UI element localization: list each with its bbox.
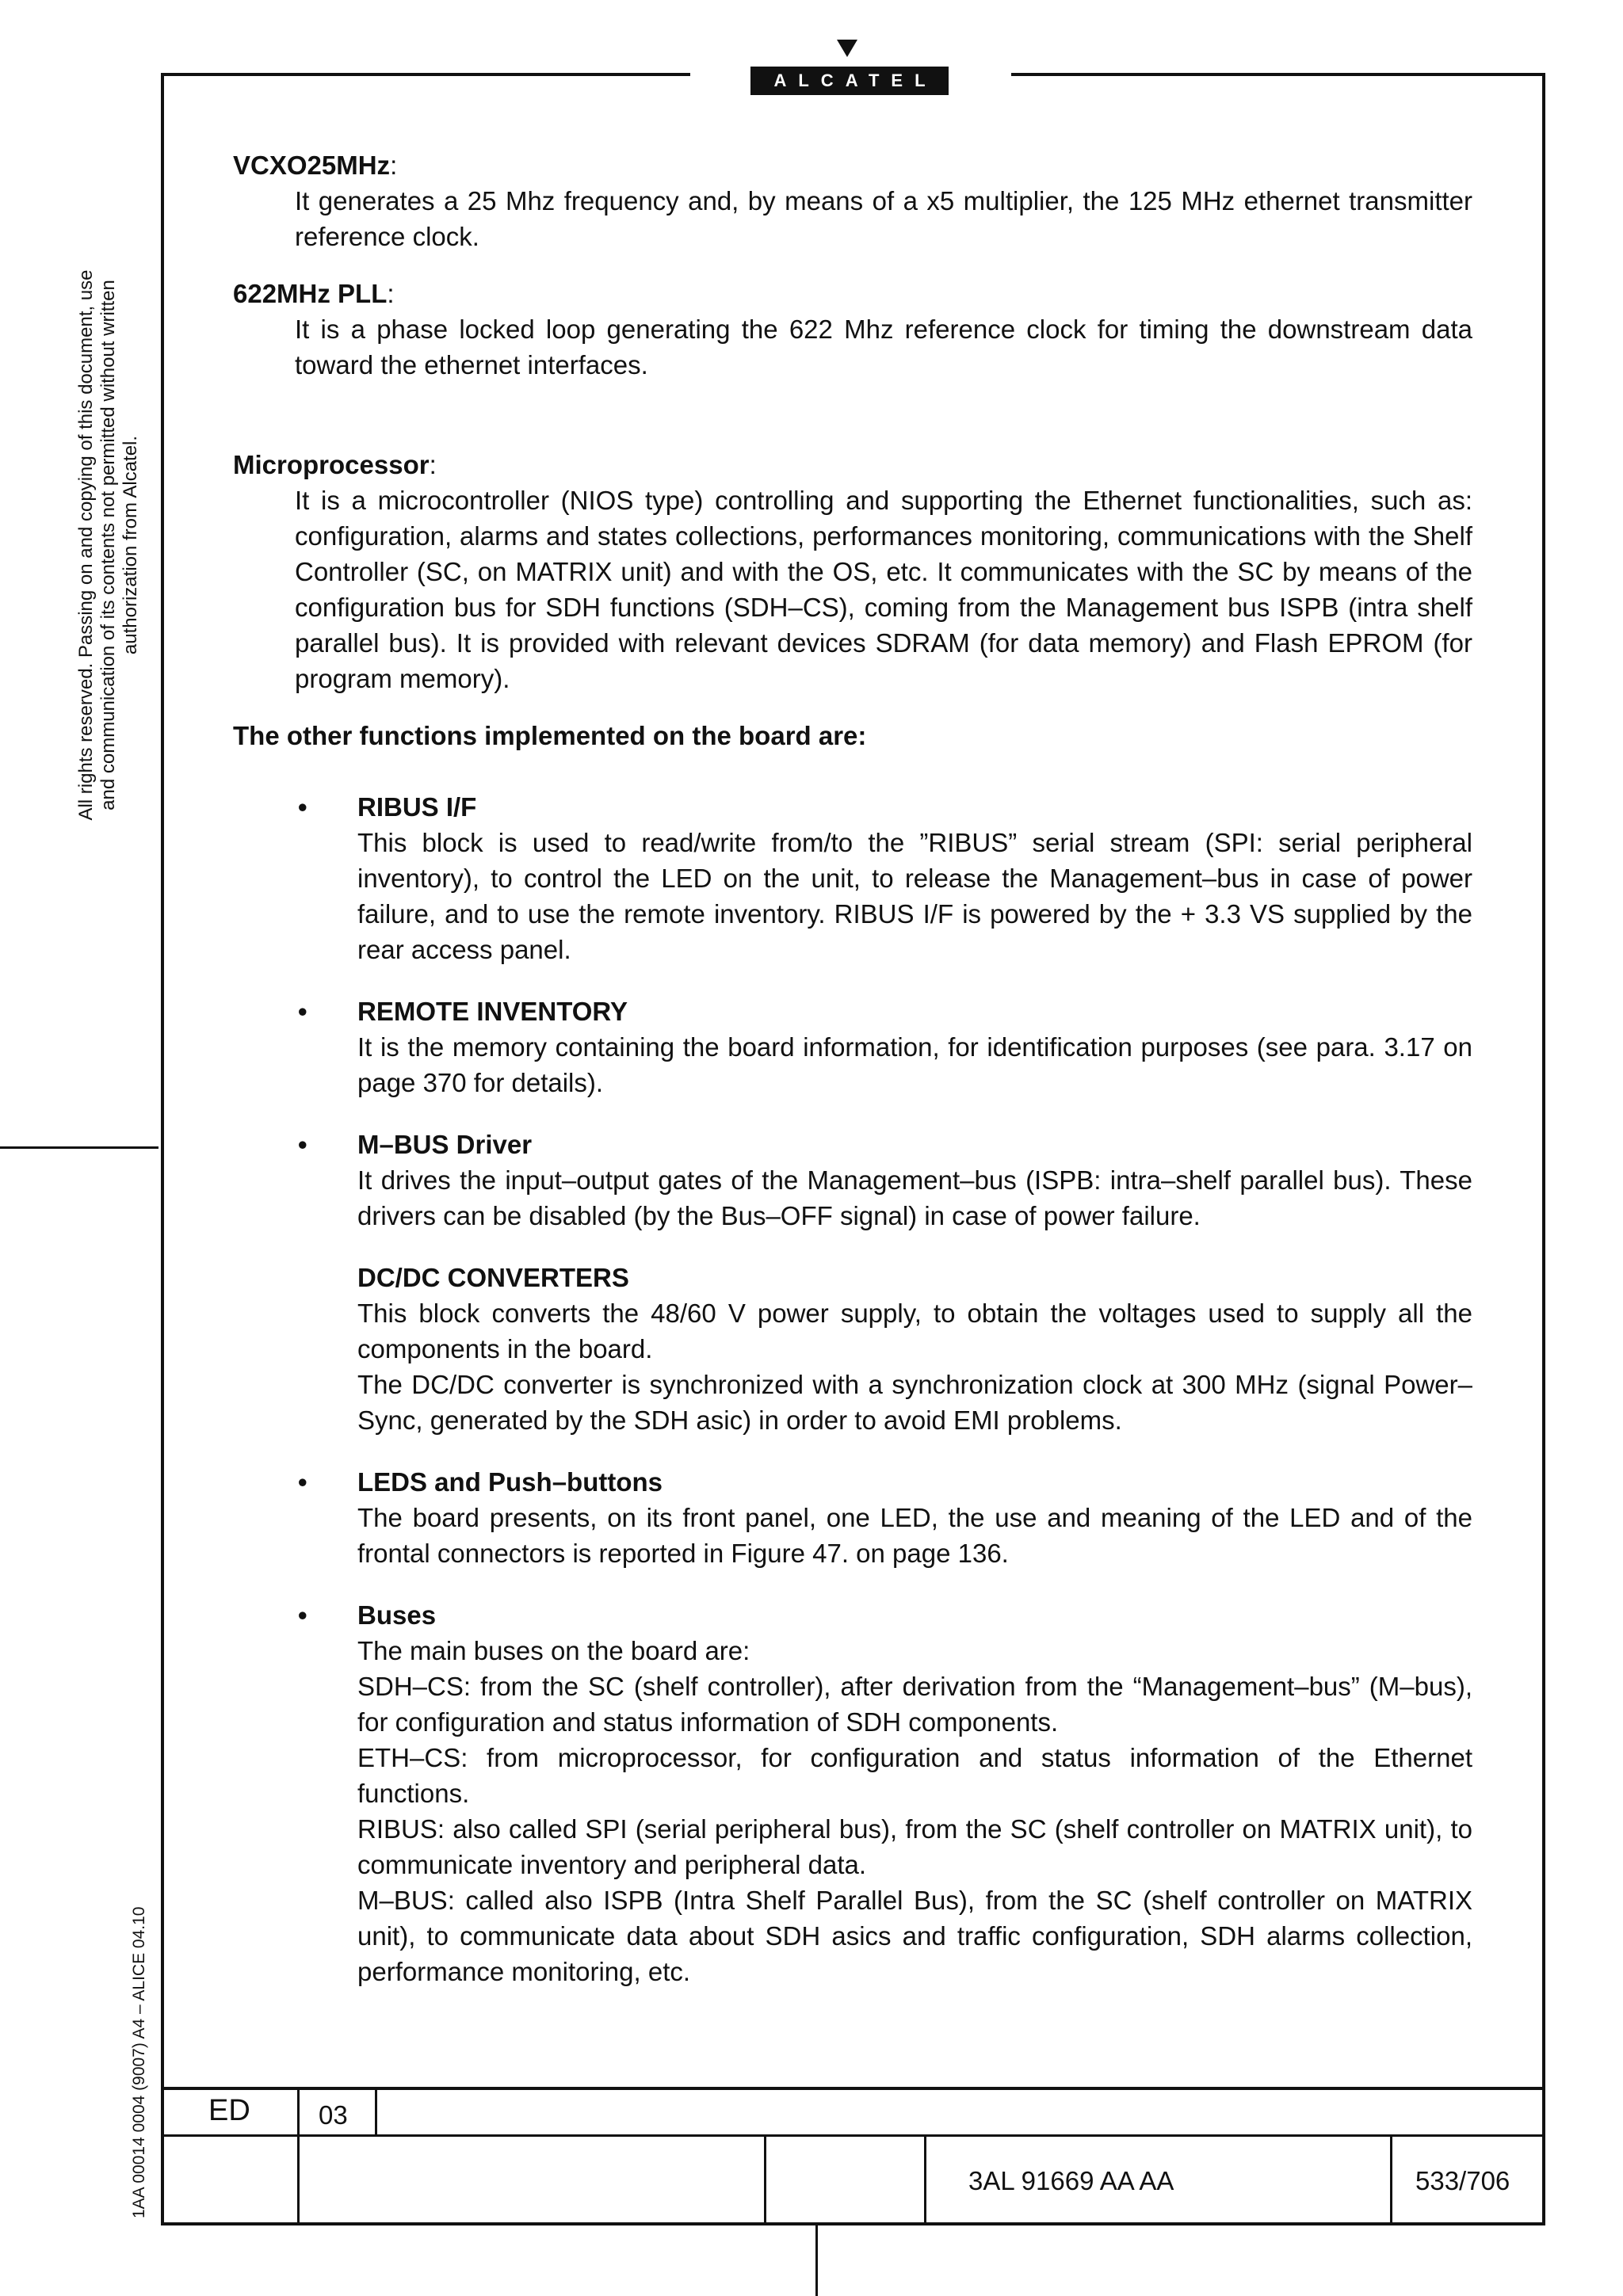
function-item-buses: [233, 1597, 1472, 1989]
vcxo-desc: It generates a 25 Mhz frequency and, by means of a x5 multiplier, the 125 MHz ethernet transmitter reference clock.: [295, 186, 1472, 251]
pll-block: 622MHz PLL: It is a phase locked loop generating the 622 Mhz reference clock for timing the downstream data toward the ethernet interfaces.: [233, 276, 1472, 383]
bullet-icon: •: [298, 792, 307, 822]
rights-notice: All rights reserved. Passing on and copying of this document, use and communication of its contents not permitted without written authorization from Alcatel.: [75, 269, 141, 821]
buses-intro: The main buses on the board are:: [357, 1636, 750, 1665]
functions-heading: The other functions implemented on the board are:: [233, 721, 867, 750]
micro-block: Microprocessor: It is a microcontroller (NIOS type) controlling and supporting the Ethernet functionalities, such as: configuration, alarms and states collections, performances monitoring, communications with the Shelf Controller (SC, on MATRIX unit) and with the OS, etc. It communicates with the SC by means of the configuration bus for SDH functions (SDH–CS), coming from the Management bus ISPB (intra shelf parallel bus). It is provided with relevant devices SDRAM (for data memory) and Flash EPROM (for program memory).: [233, 447, 1472, 696]
frame-top-left-rule: [161, 73, 690, 76]
leds-title: LEDS and Push–buttons: [357, 1467, 663, 1497]
logo-arrow-icon: [837, 40, 857, 57]
frame-left-rule: [161, 73, 164, 2225]
ed-value: 03: [319, 2100, 348, 2130]
bottom-fold-mark: [815, 2225, 818, 2296]
remote-title: REMOTE INVENTORY: [357, 997, 628, 1026]
dcdc-body-1: This block converts the 48/60 V power supply, to obtain the voltages used to supply all the components in the board.: [357, 1299, 1472, 1363]
dcdc-body-2: The DC/DC converter is synchronized with a synchronization clock at 300 MHz (signal Power–Sync, generated by the SDH asic) in order to avoid EMI problems.: [357, 1370, 1472, 1435]
bullet-icon: •: [298, 1467, 307, 1497]
micro-term: Microprocessor: [233, 450, 430, 479]
buses-eth: ETH–CS: from microprocessor, for configuration and status information of the Ethernet functions.: [357, 1743, 1472, 1808]
pll-desc: It is a phase locked loop generating the 622 Mhz reference clock for timing the downstream data toward the ethernet interfaces.: [295, 315, 1472, 379]
page-number: 533/706: [1415, 2166, 1510, 2195]
function-item-dcdc: [233, 1260, 1472, 1438]
pll-term: 622MHz PLL: [233, 279, 388, 308]
function-item-mbus: [233, 1127, 1472, 1234]
document-number: 3AL 91669 AA AA: [968, 2166, 1174, 2195]
bullet-icon: •: [298, 1130, 307, 1159]
mbus-title: M–BUS Driver: [357, 1130, 533, 1159]
margin-fold-mark: [0, 1146, 158, 1149]
bullet-icon: •: [298, 997, 307, 1026]
ribus-body: This block is used to read/write from/to the ”RIBUS” serial stream (SPI: serial peripheral inventory), to control the LED on the unit, to release the Management–bus in case of power failure, and to use the remote inventory. RIBUS I/F is powered by the + 3.3 VS supplied by the rear access panel.: [357, 828, 1472, 964]
leds-body: The board presents, on its front panel, one LED, the use and meaning of the LED and of the frontal connectors is reported in Figure 47. on page 136.: [357, 1503, 1472, 1568]
bullet-icon: •: [298, 1600, 307, 1630]
ribus-title: RIBUS I/F: [357, 792, 477, 822]
function-item-ribus: [233, 789, 1472, 967]
buses-ribus: RIBUS: also called SPI (serial peripheral bus), from the SC (shelf controller on MATRIX unit), to communicate inventory and peripheral data.: [357, 1814, 1472, 1879]
vcxo-term: VCXO25MHz: [233, 151, 391, 180]
dcdc-title: DC/DC CONVERTERS: [357, 1263, 629, 1292]
vcxo-block: VCXO25MHz: It generates a 25 Mhz frequency and, by means of a x5 multiplier, the 125 MHz ethernet transmitter reference clock.: [233, 147, 1472, 254]
function-item-leds: [233, 1464, 1472, 1571]
frame-top-right-rule: [1011, 73, 1545, 76]
logo-text: ALCATEL: [750, 67, 949, 95]
ed-label: ED: [208, 2094, 250, 2127]
alcatel-logo: [750, 40, 949, 97]
mbus-body: It drives the input–output gates of the Management–bus (ISPB: intra–shelf parallel bus). These drivers can be disabled (by the Bus–OFF signal) in case of power failure.: [357, 1165, 1472, 1230]
frame-right-rule: [1542, 73, 1545, 2225]
form-code: 1AA 00014 0004 (9007) A4 – ALICE 04.10: [130, 1906, 148, 2218]
function-item-remote-inventory: [233, 994, 1472, 1100]
micro-desc: It is a microcontroller (NIOS type) controlling and supporting the Ethernet functionalities, such as: configuration, alarms and states collections, performances monitoring, communications with the Shelf Controller (SC, on MATRIX unit) and with the OS, etc. It communicates with the SC by means of the configuration bus for SDH functions (SDH–CS), coming from the Management bus ISPB (intra shelf parallel bus). It is provided with relevant devices SDRAM (for data memory) and Flash EPROM (for program memory).: [295, 486, 1472, 693]
buses-sdh: SDH–CS: from the SC (shelf controller), after derivation from the “Management–bus” (M–bus), for configuration and status information of SDH components.: [357, 1672, 1472, 1737]
buses-title: Buses: [357, 1600, 437, 1630]
page-body: [233, 147, 1472, 2016]
remote-body: It is the memory containing the board information, for identification purposes (see para. 3.17 on page 370 for details).: [357, 1032, 1472, 1097]
buses-mbus: M–BUS: called also ISPB (Intra Shelf Parallel Bus), from the SC (shelf controller on MATRIX unit), to communicate data about SDH asics and traffic configuration, SDH alarms collection, performance monitoring, etc.: [357, 1886, 1472, 1986]
